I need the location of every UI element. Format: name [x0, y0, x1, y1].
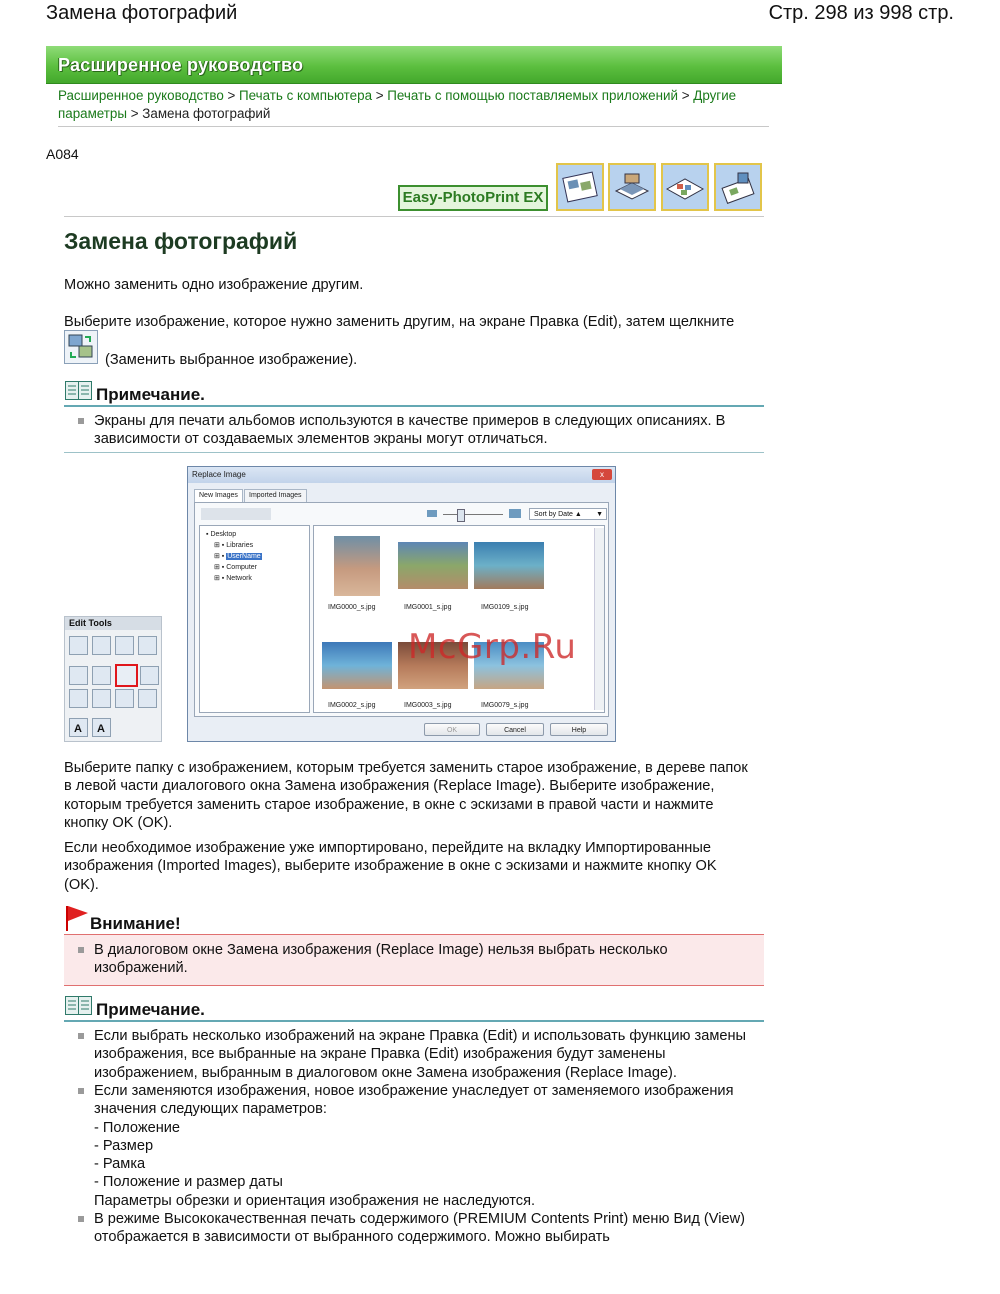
ok-button[interactable]: OK: [424, 723, 480, 736]
rotate-right-icon: [92, 636, 111, 655]
section-banner: [46, 46, 782, 84]
note-heading: Примечание.: [96, 385, 205, 404]
frame-icon: [69, 689, 88, 708]
thumbnail-caption: IMG0001_s.jpg: [404, 604, 452, 611]
thumbnail-photo[interactable]: [322, 642, 392, 689]
large-size-icon: [509, 509, 521, 518]
breadcrumb-divider: [58, 126, 769, 127]
note-end-divider: [64, 452, 764, 453]
note-item-intro: Если заменяются изображения, новое изображение унаследует от заменяемого изображения значения следующих параметров:: [94, 1083, 734, 1118]
shape-icon: [115, 689, 134, 708]
note-heading: Примечание.: [96, 1000, 205, 1019]
text-icon: A: [69, 718, 88, 737]
paste-image-icon: [138, 636, 157, 655]
document-header-title: Замена фотографий: [46, 2, 238, 24]
title-divider: [64, 216, 764, 217]
text-vertical-icon: A: [92, 718, 111, 737]
breadcrumb: [58, 87, 758, 123]
breadcrumb-separator: >: [223, 88, 240, 103]
trim-icon: [92, 666, 111, 685]
sticker-mode-icon: [714, 163, 762, 211]
background-icon: [140, 666, 159, 685]
sort-ascending-icon: ▲: [574, 511, 582, 518]
caution-heading: Внимание!: [90, 914, 181, 933]
note-item: [94, 1082, 754, 1210]
book-icon: [65, 996, 92, 1015]
image-correction-icon: [69, 666, 88, 685]
tree-item-desktop[interactable]: ▪ Desktop: [206, 531, 237, 538]
replace-image-tool-icon: [115, 664, 138, 687]
page-indicator: Стр. 298 из 998 стр.: [768, 2, 954, 24]
edit-tools-panel: [64, 616, 162, 742]
thumbnail-caption: IMG0000_s.jpg: [328, 604, 376, 611]
rotate-left-icon: [69, 636, 88, 655]
sort-label: Sort by Date: [534, 511, 573, 518]
watermark: McGrp.Ru: [408, 627, 577, 667]
page-title: Замена фотографий: [64, 228, 298, 254]
chevron-down-icon: ▼: [596, 511, 603, 518]
toolbar-icons: [201, 508, 271, 520]
breadcrumb-link-print-with-apps[interactable]: Печать с помощью поставляемых приложений: [387, 88, 678, 103]
note-param: - Размер: [94, 1137, 154, 1154]
bullet-icon: [78, 947, 84, 953]
app-logo: Easy-PhotoPrint EX: [398, 185, 548, 211]
breadcrumb-link-other-settings[interactable]: Другие параметры: [58, 88, 737, 121]
layout-icon: [92, 689, 111, 708]
caution-item: В диалоговом окне Замена изображения (Replace Image) нельзя выбрать несколько изображений.: [94, 942, 668, 977]
tree-item-username[interactable]: ⊞ ▪ UserName: [214, 553, 261, 560]
replace-image-icon: [64, 330, 98, 364]
bullet-icon: [78, 1216, 84, 1222]
tab-new-images[interactable]: New Images: [194, 489, 243, 503]
note-divider: [64, 1020, 764, 1022]
note-item: Если выбрать несколько изображений на экране Правка (Edit) и использовать функцию замены изображения, все выбранные на экране Правка (Edit) изображения будут заменены изображением, выбранным в диалоговом окне Замена изображения (Replace Image).: [94, 1028, 747, 1081]
caution-flag-icon: [65, 905, 89, 931]
help-button[interactable]: Help: [550, 723, 608, 736]
breadcrumb-link-advanced-guide[interactable]: Расширенное руководство: [58, 88, 224, 103]
layout-mode-icon: [661, 163, 709, 211]
tree-item-network[interactable]: ⊞ ▪ Network: [214, 575, 252, 582]
thumbnail-caption: IMG0002_s.jpg: [328, 702, 376, 709]
dialog-content-area: [194, 502, 609, 717]
note-param: - Положение и размер даты: [94, 1174, 283, 1191]
note-param: - Положение: [94, 1119, 181, 1136]
note-divider: [64, 405, 764, 407]
edit-tools-title: Edit Tools: [65, 617, 161, 630]
note-item: В режиме Высококачественная печать содержимого (PREMIUM Contents Print) меню Вид (View) отображается в зависимости от выбранного содержимого. Можно выбирать: [94, 1211, 746, 1246]
intro-text: Можно заменить одно изображение другим.: [64, 277, 364, 293]
breadcrumb-current: Замена фотографий: [142, 106, 271, 121]
copy-image-icon: [115, 636, 134, 655]
body-paragraph: Выберите папку с изображением, которым требуется заменить старое изображение, в дереве папок в левой части диалогового окна Замена изображения (Replace Image). Выберите изображение, которым требуется заменить старое изображение, в окне с эскизами в правой части и нажмите кнопку OK (OK).: [64, 760, 748, 831]
banner-label: Расширенное руководство: [58, 55, 304, 75]
instruction-text: Выберите изображение, которое нужно заменить другим, на экране Правка (Edit), затем щелкните: [64, 314, 735, 330]
thumbnail-caption: IMG0003_s.jpg: [404, 702, 452, 709]
note-param: - Рамка: [94, 1156, 146, 1173]
breadcrumb-separator: >: [372, 88, 388, 103]
thumbnail-photo[interactable]: [334, 536, 380, 596]
thumbnail-photo[interactable]: [398, 542, 468, 589]
tree-item-computer[interactable]: ⊞ ▪ Computer: [214, 564, 257, 571]
bullet-icon: [78, 418, 84, 424]
bullet-icon: [78, 1033, 84, 1039]
book-icon: [65, 381, 92, 400]
body-paragraph: Если необходимое изображение уже импортировано, перейдите на вкладку Импортированные изображения (Imported Images), выберите изображение в окне с эскизами и нажмите кнопку OK (OK).: [64, 840, 717, 893]
thumbnail-photo[interactable]: [474, 542, 544, 589]
sort-dropdown[interactable]: [529, 508, 607, 520]
thumbnail-scrollbar[interactable]: [594, 528, 604, 710]
cancel-button[interactable]: Cancel: [486, 723, 544, 736]
tab-imported-images[interactable]: Imported Images: [244, 489, 307, 503]
size-slider-handle[interactable]: [457, 509, 465, 522]
breadcrumb-separator: >: [677, 88, 694, 103]
thumbnail-caption: IMG0079_s.jpg: [481, 702, 529, 709]
photo-print-mode-icon: [608, 163, 656, 211]
note-item-outro: Параметры обрезки и ориентация изображения не наследуются.: [94, 1192, 536, 1209]
dialog-close-button[interactable]: x: [592, 469, 612, 480]
note-item: Экраны для печати альбомов используются в качестве примеров в следующих описаниях. В зависимости от создаваемых элементов экраны могут отличаться.: [94, 413, 726, 448]
instruction-text-end: (Заменить выбранное изображение).: [105, 352, 358, 368]
date-icon: [138, 689, 157, 708]
breadcrumb-link-print-from-computer[interactable]: Печать с компьютера: [239, 88, 373, 103]
tree-item-libraries[interactable]: ⊞ ▪ Libraries: [214, 542, 254, 549]
bullet-icon: [78, 1088, 84, 1094]
dialog-title: Replace Image: [188, 467, 615, 483]
document-code: A084: [46, 146, 79, 162]
album-mode-icon: [556, 163, 604, 211]
folder-tree: [199, 525, 310, 713]
thumbnail-pane: [313, 525, 605, 713]
replace-image-dialog: [187, 466, 616, 742]
thumbnail-caption: IMG0109_s.jpg: [481, 604, 529, 611]
size-slider[interactable]: [443, 514, 503, 515]
breadcrumb-separator: >: [127, 106, 143, 121]
small-size-icon: [427, 510, 437, 517]
